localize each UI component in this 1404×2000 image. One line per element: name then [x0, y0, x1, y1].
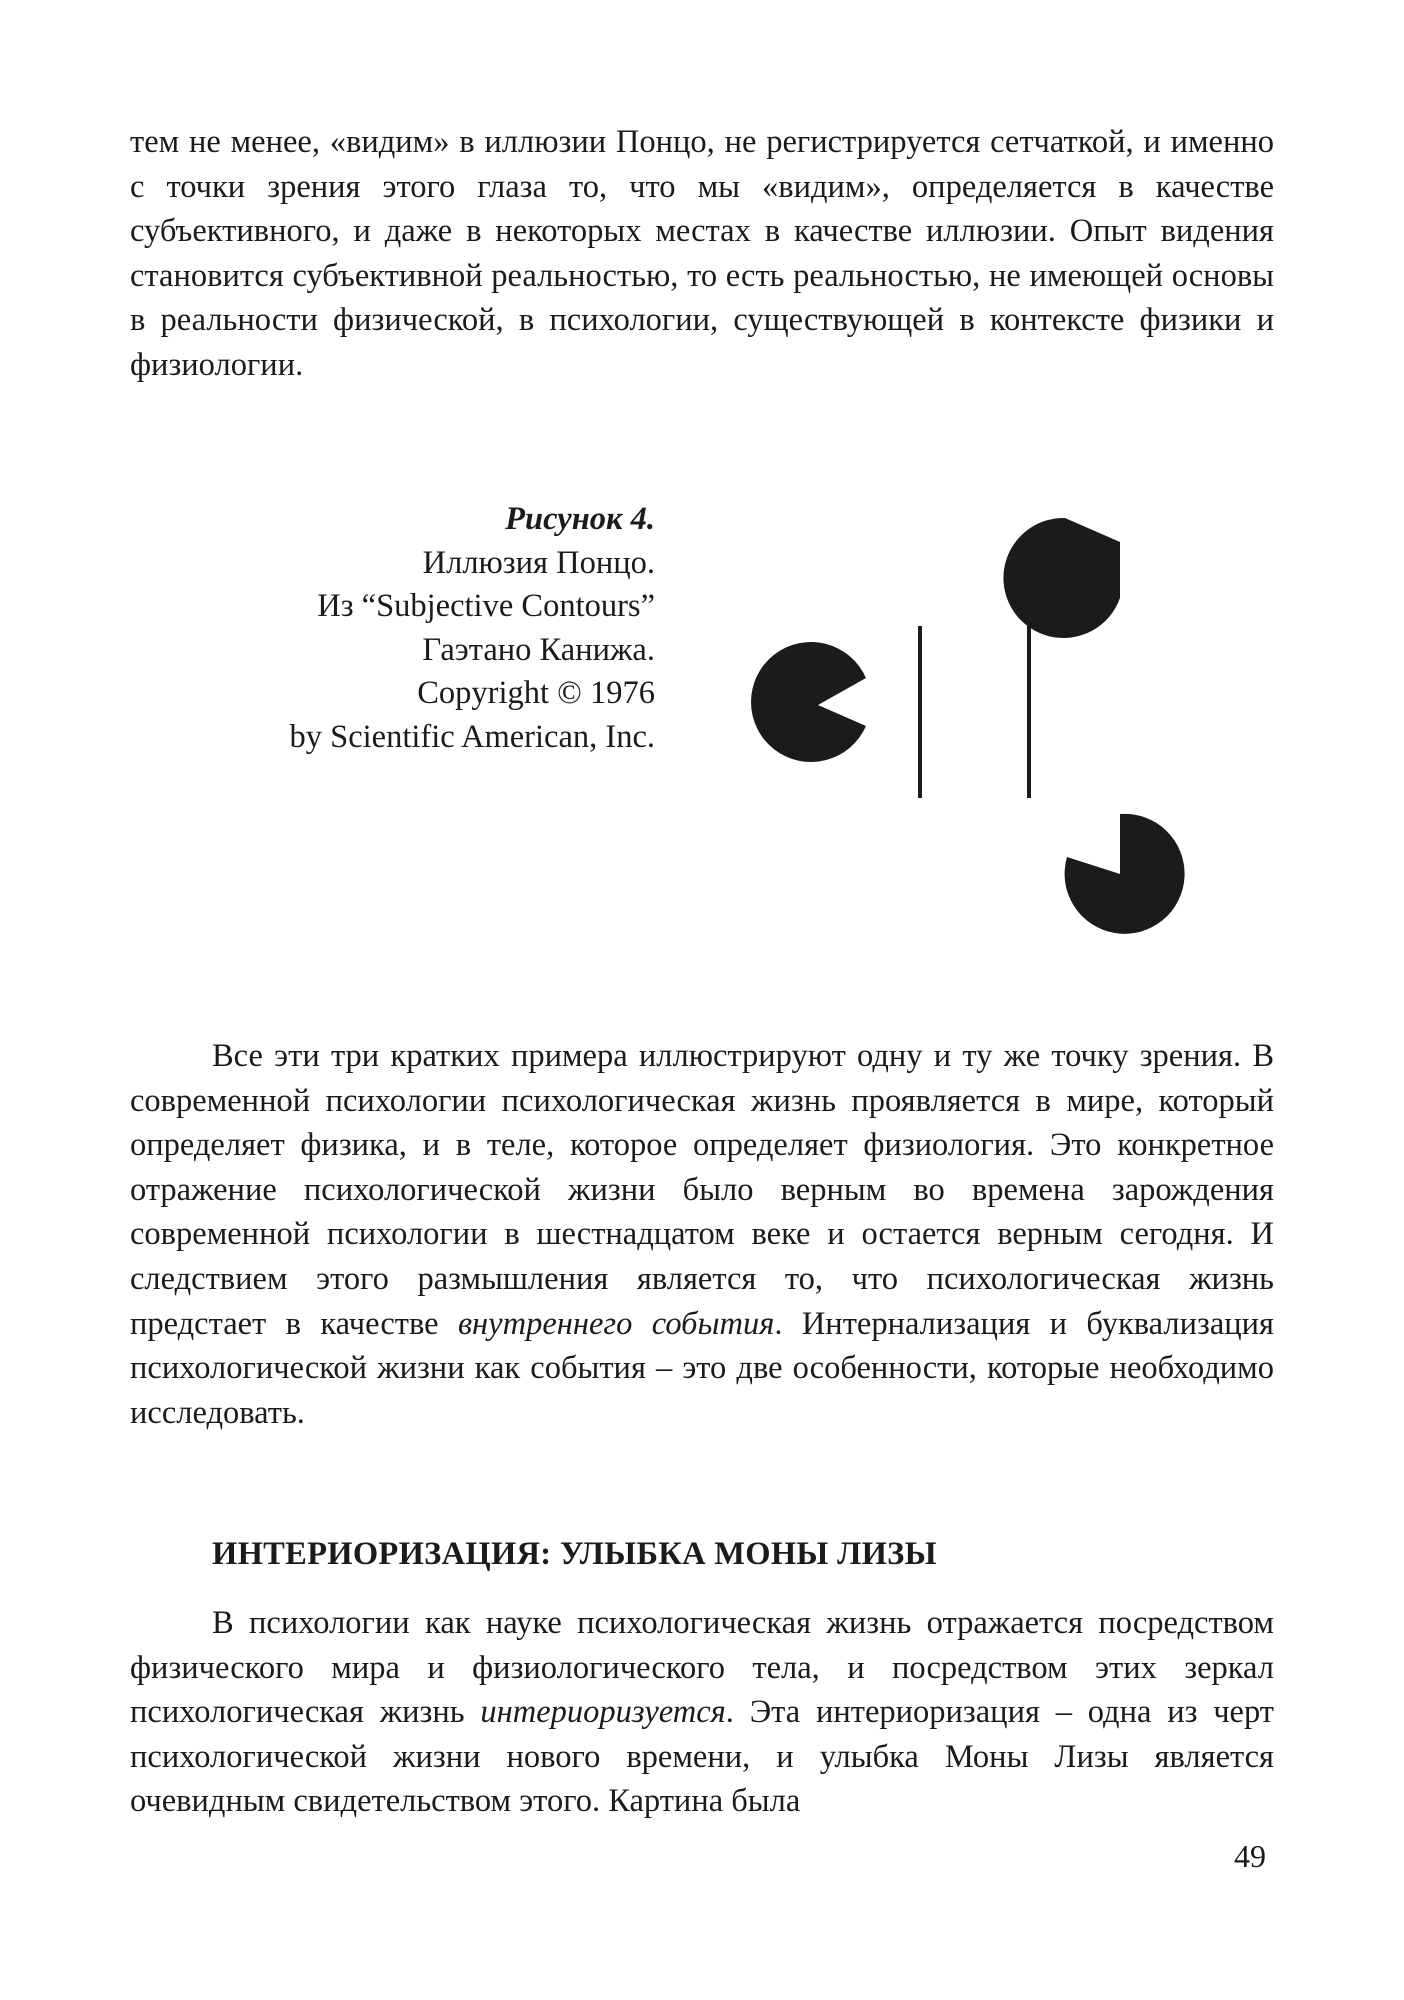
- caption-line: Иллюзия Понцо.: [422, 544, 655, 581]
- emphasis-text: внутреннего события: [457, 1305, 775, 1342]
- ponzo-illusion-figure: [700, 440, 1240, 960]
- pacman-top: [1003, 518, 1120, 638]
- paragraph-intro: тем не менее, «видим» в иллюзии Понцо, не регистрируется сетчаткой, и именно с точки зрения этого глаза то, что мы «видим», определяется в качестве субъективного, и даже в некоторых местах в качестве иллюзии. Опыт видения становится субъективной реальностью, то есть реальностью, не имеющей основы в реальности физической, в психологии, существующей в контексте физики и физиологии.: [130, 124, 1274, 383]
- pacman-bottom: [1065, 814, 1185, 934]
- paragraph-interiorization: [130, 1601, 1274, 1824]
- figure-caption: [190, 498, 655, 759]
- figure-label: Рисунок 4.: [505, 501, 655, 537]
- caption-line: Гаэтано Канижа.: [422, 631, 655, 668]
- caption-line: Copyright © 1976: [417, 675, 655, 711]
- page-number: 49: [1234, 1838, 1266, 1874]
- paragraph-examples: [130, 1034, 1274, 1435]
- emphasis-text: интериоризуется: [480, 1694, 726, 1731]
- paragraph-text: В психологии как науке психологическая жизнь отражается посредством физического мира и физиологического тела, и посредством этих зеркал психологическая жизнь: [130, 1605, 1274, 1731]
- caption-line: Из “Subjective Contours”: [317, 588, 655, 624]
- section-heading: ИНТЕРИОРИЗАЦИЯ: УЛЫБКА МОНЫ ЛИЗЫ: [212, 1536, 937, 1572]
- paragraph-text: Все эти три кратких примера иллюстрируют одну и ту же точку зрения. В современной психологии психологическая жизнь проявляется в мире, который определяет физика, и в теле, которое определяет физиология. Это конкретное отражение психологической жизни было верным во времена зарождения современной психологии в шестнадцатом веке и остается верным сегодня. И следствием этого размышления является то, что психологическая жизнь предстает в качестве: [130, 1038, 1274, 1342]
- caption-line: by Scientific American, Inc.: [289, 718, 655, 755]
- paragraph-text: . Эта интериоризация – одна из черт психологической жизни нового времени, и улыбка Моны Лизы является очевидным свидетельством этого. Картина была: [130, 1694, 1275, 1820]
- pacman-left: [751, 642, 866, 762]
- paragraph-text: . Интернализация и буквализация психологической жизни как события – это две особенности, которые необходимо исследовать.: [130, 1305, 1275, 1431]
